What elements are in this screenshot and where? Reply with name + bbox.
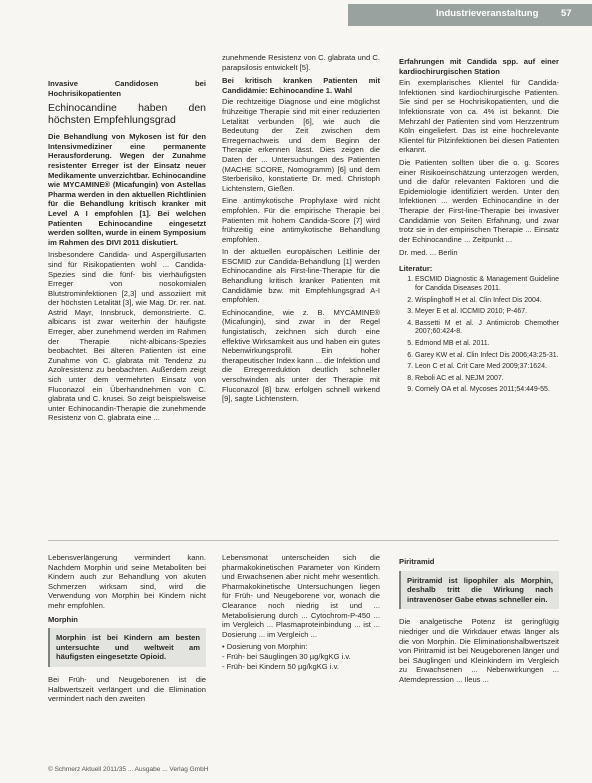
reference-item: 7. Leon C et al. Crit Care Med 2009;37:1624. [415, 363, 559, 372]
reference-list [399, 276, 559, 395]
piritramid-highlight-box: Piritramid ist lipophiler als Morphin, deshalb tritt die Wirkung nach intravenöser Gabe etwas schneller ein. [399, 571, 559, 610]
col3-paragraph: Die Patienten sollten über die o. g. Scores einer Risikoeinschätzung unterzogen werden, und die dafür relevanten Faktoren und die Epidemiologie identifiziert werden. Unter den Infektionen ... werden Echinocandine in der Therapie der First-line-Therapie bei invasiver Candidämie von Seiten Erfahrung, und zwar trotz sie in der empirischen Therapie ... Einsatz der Echinocandine ... Zeitpunkt ... [399, 157, 559, 244]
morphin-highlight-box: Morphin ist bei Kindern am besten untersuchte und weltweit am häufigsten eingesetzte Opioid. [48, 628, 206, 667]
bottom-column-3 [399, 553, 559, 688]
reference-item: 6. Garey KW et al. Clin Infect Dis 2006;43:25-31. [415, 352, 559, 361]
section-title: Industrieveranstaltung [436, 8, 539, 19]
col2-paragraph: Eine antimykotische Prophylaxe wird nicht empfohlen. Für die empirische Therapie bei Patienten mit hohem Candida-Score [7] wird frühzeitig eine antimykotische Behandlung empfohlen. [222, 196, 380, 244]
bottom-paragraph: Bei Früh- und Neugeborenen ist die Halbwertszeit verlängert und die Elimination vermindert nach den zweiten [48, 674, 206, 704]
reference-item: 1. ESCMID Diagnostic & Management Guideline for Candida Diseases 2011. [415, 276, 559, 293]
reference-item: 4. Bassetti M et al. J Antimicrob Chemother 2007;60:424-8. [415, 320, 559, 337]
bottom-paragraph: Lebensverlängerung vermindert kann. Nachdem Morphin und seine Metaboliten bei Kindern auch zur Behandlung von akuten Schmerzen wirksam sind, wird die Verwendung von Morphin bei Kindern nicht mehr empfohlen. [48, 553, 206, 610]
article-body: Insbesondere Candida- und Aspergillusarten sind für Risikopatienten wohl ... Candida-Spezies sind die fünf- bis vierhäufigsten Erreger von nosokomialen Blutstrominfektionen [2,3] und assoziiert mit der höchsten Letalität [3], wie Mag. Dr. rer. nat. Astrid Mayr, Innsbruck, demonstrierte. C. albicans ist zwar weiterhin der häufigste Erreger, aber zunehmend werden im Rahmen der Therapie nicht-albicans-Spezies beobachtet. Bei älteren Patienten ist eine Zunahme von C. glabrata mit Tendenz zu Azolresistenz zu beobachten. Außerdem zeigt sich unter dem vermehrten Einsatz von Fluconazol ein Überhandnehmen von C. glabrata und C. krusei. So zeigt beispielsweise unter Echinocandin-Therapie die zunehmende Resistenz von C. glabrata eine ... [48, 250, 206, 423]
morphin-heading: Morphin [48, 614, 78, 624]
article-column-1 [48, 79, 206, 426]
article-kicker: Invasive Candidosen bei Hochrisikopatienten [48, 79, 206, 98]
bottom-column-2 [222, 553, 380, 671]
col3-subhead: Erfahrungen mit Candida spp. auf einer kardiochirurgischen Station [399, 57, 559, 76]
page-footer: © Schmerz Aktuell 2011/35 ... Ausgabe ... Verlag GmbH [48, 766, 209, 773]
reference-item: 8. Reboli AC et al. NEJM 2007. [415, 375, 559, 384]
bottom-column-1 [48, 553, 206, 707]
dosage-bullet: - Früh- bei Kindern 50 µg/kgKG i.v. [222, 661, 339, 671]
reference-item: 3. Meyer E et al. ICCMID 2010; P-467. [415, 308, 559, 317]
reference-item: 2. Wisplinghoff H et al. Clin Infect Dis 2004. [415, 297, 559, 306]
section-divider [48, 540, 559, 541]
col2-intro: zunehmende Resistenz von C. glabrata und C. parapsilosis entwickelt [5]. [222, 53, 380, 72]
page-header [0, 0, 592, 30]
page-number: 57 [561, 8, 572, 19]
col2-subhead: Bei kritisch kranken Patienten mit Candidämie: Echinocandine 1. Wahl [222, 76, 380, 95]
reference-item: 5. Edmond MB et al. 2011. [415, 340, 559, 349]
article-headline: Echinocandine haben den höchsten Empfehlungsgrad [48, 102, 206, 127]
bottom-paragraph: Die analgetische Potenz ist geringfügig niedriger und die Wirkdauer etwas länger als die von Morphin. Die Eliminationshalbwertszeit von Piritramid ist bei Neugeborenen länger und bei Säuglingen und Kleinkindern im Vergleich zu Erwachsenen ... Nebenwirkungen ... Atemdepression ... Ileus ... [399, 617, 559, 684]
reference-item: 9. Cornely OA et al. Mycoses 2011;54:449-55. [415, 386, 559, 395]
article-column-2 [222, 53, 380, 407]
author-credit: Dr. med. ... Berlin [399, 248, 458, 258]
piritramid-heading: Piritramid [399, 557, 435, 566]
col2-paragraph: Die rechtzeitige Diagnose und eine möglichst frühzeitige Therapie sind mit einer reduzierten Letalität verbunden [6], wie auch die Bedeutung der Zeit zwischen dem Erregernachweis und dem Beginn der Therapie erkennen lässt. Dies zeigen die Daten der ... Untersuchungen des Patienten (MACHE SCORE, Nomogramm) [6] und dem Sterberisiko, konstatierte Dr. med. Christoph Lichtenstern, Gießen. [222, 97, 380, 193]
col3-paragraph: Ein exemplarisches Klientel für Candida-Infektionen sind kardiochirurgische Patienten. Sie sind per se Hochrisikopatienten, und die Infektionsrate von ca. 4% ist bekannt. Die Mehrzahl der Patienten sind vom Herzzentrum Köln eingeliefert. Das ist eine hochrelevante Klientel für Pilzinfektionen bei diesen Patienten erkannt. [399, 78, 559, 155]
col2-paragraph: In der aktuellen europäischen Leitlinie der ESCMID zur Candida-Behandlung [1] werden Echinocandine als First-line-Therapie für die Behandlung kritisch kranker Patienten mit Candidämie bzw. mit Empfehlungsgrad A-I empfohlen. [222, 247, 380, 305]
dosage-bullet: - Früh- bei Säuglingen 30 µg/kgKG i.v. [222, 651, 351, 661]
bottom-paragraph: Lebensmonat unterscheiden sich die pharmakokinetischen Parameter von Kindern und Erwachsenen aber nicht mehr wesentlich. Pharmakokinetische Untersuchungen liegen für Früh- und Neugeborene vor, wonach die Clearance noch niedrig ist und ... Metabolisierung durch ... Cytochrom-P-450 ... im Vergleich ... Plasmaproteinbindung ... ist ... Dosierung ... im Vergleich ... [222, 553, 380, 639]
col2-paragraph: Echinocandine, wie z. B. MYCAMINE® (Micafungin), sind zwar in der Regel fungistatisch, zeichnen sich durch eine effektive Wirksamkeit aus und haben ein gutes Nebenwirkungsprofil. Ein hoher therapeutischer Index kann ... die Infektion und die Erregerreduktion deutlich schneller verschwinden als unter der Therapie mit Fluconazol [8] bzw. erfolgen schnell wirkend [9], sagte Lichtenstern. [222, 307, 380, 404]
dosage-bullet: • Dosierung von Morphin: [222, 642, 308, 652]
article-column-3 [399, 53, 559, 398]
literature-heading: Literatur: [399, 263, 433, 273]
article-lead: Die Behandlung von Mykosen ist für den Intensivmediziner eine permanente Herausforderung. Wegen der Zunahme resistenter Erreger ist der Einsatz neuer Medikamente unverzichtbar. Echinocandine wie MYCAMINE® (Micafungin) von Astellas Pharma werden in den aktuellen Richtlinien für die Behandlung kritisch kranker mit Level A I empfohlen [1]. Bei welchen Patienten Echinocandine eingesetzt werden sollten, wurde in einem Symposium im Rahmen des DIVI 2011 diskutiert. [48, 132, 206, 247]
